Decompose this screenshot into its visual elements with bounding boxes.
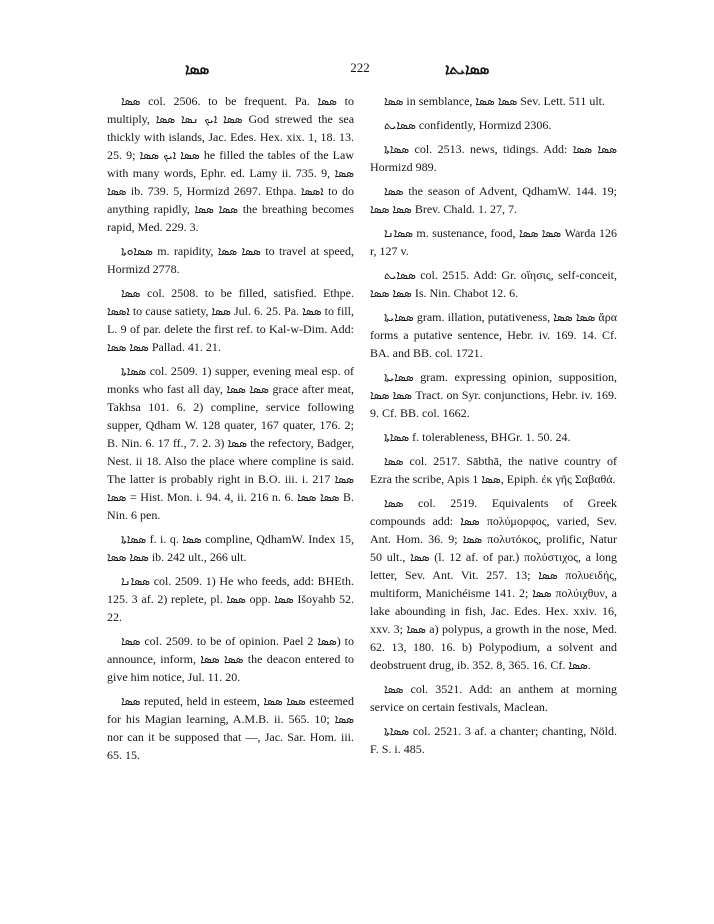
left-column: [107, 92, 354, 770]
page-number: 222: [350, 60, 370, 75]
dictionary-entry: ܣܣܐܬܐ col. 2521. 3 af. a chanter; chanting, Nöld. F. S. i. 485.: [370, 724, 617, 756]
dictionary-entry: ܣܣܐ reputed, held in esteem, ܣܣܐ ܣܣܐ esteemed for his Magian learning, A.M.B. ii. 565. 10; ܣܣܐ nor can it be supposed that —, Jac. Sar. Hom. iii. 65. 15.: [107, 694, 354, 762]
dictionary-entry: ܣܣܐ in semblance, ܣܣܐ ܣܣܐ Sev. Lett. 511 ult.: [384, 94, 606, 108]
dictionary-entry: ܣܣܐܝܬ confidently, Hormizd 2306.: [384, 118, 552, 132]
dictionary-entry: ܣܣܐ col. 3521. Add: an anthem at morning service on certain festivals, Maclean.: [370, 682, 617, 714]
dictionary-entry: ܣܣܐ col. 2517. Sābthā, the native country of Ezra the scribe, Apis ܣܣܐ 1, Epiph. ἐκ γῆς Σαβαθά.: [370, 454, 617, 486]
dictionary-entry: ܣܣܐ col. 2506. to be frequent. Pa. ܣܣܐ to multiply, ܣܣܐ ܐܝܟ ܢܣܐ ܣܣܐ God strewed the sea thickly with islands, Jac. Edes. Hex. xix. 1, 18. 13. 25. 9; ܣܣܐ ܐܝܟ ܣܣܐ he filled the tables of the Law with many words, Ephr. ed. Lamy ii. 735. 9, ܣܣܐ ܣܣܐ ib. 739. 5, Hormizd 2697. Ethpa. ܐܣܣܐ to do anything rapidly, ܣܣܐ ܣܣܐ the breathing becomes rapid, Med. 229. 3.: [107, 94, 355, 234]
dictionary-entry: ܣܣܐ col. 2519. Equivalents of Greek compounds add: ܣܣܐ πολύμορφος, varied, Sev. Ant. Hom. 36. 9; ܣܣܐ πολυτόκος, prolific, Natur 50 ult., ܣܣܐ (l. 12 af. of par.) πολύστιχος, a long letter, Sev. Ant. Vit. 257. 13; ܣܣܐ πολυειδής, multiform, Manichéisme 141. 2; ܣܣܐ πολύιχθυν, a lake abounding in fish, Jac. Edes. Hex. xxiv. 16, xxv. 3; ܣܣܐ a) polypus, a growth in the nose, Med. 62. 13, 180. 16. b) Polypodium, a solvent and deobstruent drug, ib. 352. 8, 365. 16. Cf. ܣܣܐ.: [370, 496, 618, 672]
dictionary-entry: ܣܣܐ col. 2509. to be of opinion. Pael ܣܣܐ 2) to announce, inform, ܣܣܐ ܣܣܐ the deacon entered to give him notice, Jul. 11. 20.: [107, 634, 354, 684]
dictionary-entry: ܣܣܐܢܐ col. 2509. 1) He who feeds, add: BHEth. 125. 3 af. 2) replete, pl. ܣܣܐ opp. ܣܣܐ Išoyahb 52. 22.: [107, 574, 355, 624]
right-column: [370, 92, 617, 764]
page-header: [0, 60, 714, 84]
dictionary-entry: ܣܣܐܬܐ f. i. q. ܣܣܐ compline, QdhamW. Index 15, ܣܣܐ ܣܣܐ ib. 242 ult., 266 ult.: [107, 532, 354, 564]
dictionary-entry: ܣܣܐܬܐ col. 2513. news, tidings. Add: ܣܣܐ ܣܣܐ Hormizd 989.: [370, 142, 617, 174]
dictionary-entry: ܣܣܐܬܐ f. tolerableness, BHGr. 1. 50. 24.: [384, 430, 571, 444]
dictionary-entry: ܣܣܐܢܐ m. sustenance, food, ܣܣܐ ܣܣܐ Warda 126 r, 127 v.: [370, 226, 618, 258]
dictionary-entry: ܣܣܐܘܬܐ m. rapidity, ܣܣܐ ܣܣܐ to travel at speed, Hormizd 2778.: [107, 244, 354, 276]
dictionary-entry: ܣܣܐ the season of Advent, QdhamW. 144. 19; ܣܣܐ ܣܣܐ Brev. Chald. 1. 27, 7.: [370, 184, 617, 216]
header-left-word: ܣܣܐ: [185, 60, 210, 78]
dictionary-entry: ܣܣܐܝܬܐ gram. expressing opinion, supposition, ܣܣܐ ܣܣܐ Tract. on Syr. conjunctions, Hebr. iv. 169. 9. Cf. BB. col. 1662.: [370, 370, 617, 420]
dictionary-entry: ܣܣܐ col. 2508. to be filled, satisfied. Ethpe. ܐܣܣܐ to cause satiety, ܣܣܐ Jul. 6. 25. Pa. ܣܣܐ to fill, L. 9 of par. delete the first ref. to Kal-w-Dim. Add: ܣܣܐ ܣܣܐ Pallad. 41. 21.: [107, 286, 354, 354]
dictionary-entry: ܣܣܐܝܬ col. 2515. Add: Gr. οἴησις, self-conceit, ܣܣܐ ܣܣܐ Is. Nin. Chabot 12. 6.: [370, 268, 617, 300]
header-right-word: ܣܣܐܝܬܐ: [445, 60, 490, 78]
dictionary-entry: ܣܣܐܝܬܐ gram. illation, putativeness, ܣܣܐ ܣܣܐ ἄρα forms a putative sentence, Hebr. iv. 169. 14. Cf. BA. and BB. col. 1721.: [370, 310, 617, 360]
dictionary-entry: ܣܣܐܬܐ col. 2509. 1) supper, evening meal esp. of monks who fast all day, ܣܣܐ ܣܣܐ grace after meat, Takhsa 101. 6. 2) compline, service following supper, Qdham W. 128 quater, 167 quater, 176. 2; B. Nin. 6. 17 ff., 7. 2. 3) ܣܣܐ the refectory, Badger, Nest. ii 18. Also the place where compline is said. The latter is probably right in B.O. iii. i. 217 ܣܣܐ ܣܣܐ = Hist. Mon. i. 94. 4, ii. 216 n. 6. ܣܣܐ ܣܣܐ B. Nin. 6 pen.: [107, 364, 355, 522]
